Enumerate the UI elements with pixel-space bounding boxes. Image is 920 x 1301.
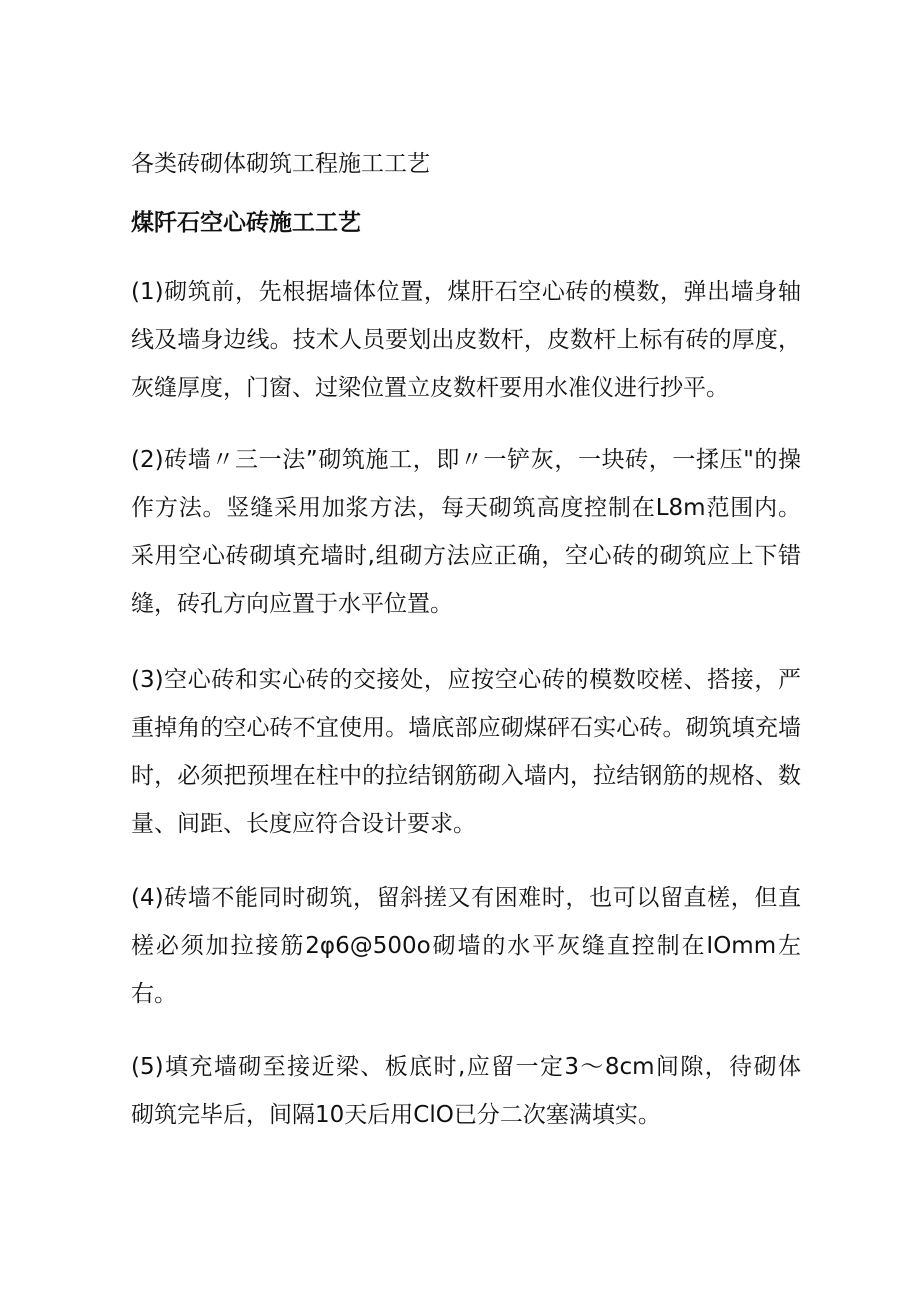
paragraph-line: 采用空心砖砌填充墙时,组砌方法应正确，空心砖的砌筑应上下错 xyxy=(131,543,801,569)
paragraph-1 xyxy=(131,268,801,412)
paragraph-line: 时，必须把预埋在柱中的拉结钢筋砌入墙内，拉结钢筋的规格、数 xyxy=(131,763,801,789)
paragraph-3 xyxy=(131,656,801,848)
paragraph-line: (3)空心砖和实心砖的交接处，应按空心砖的模数咬槎、搭接，严 xyxy=(131,667,801,693)
section-heading: 煤阡石空心砖施工工艺 xyxy=(131,210,361,236)
paragraph-line: 作方法。竖缝采用加浆方法，每天砌筑高度控制在L8m范围内。 xyxy=(131,495,801,521)
paragraph-line: (1)砌筑前，先根据墙体位置，煤肝石空心砖的模数，弹出墙身轴 xyxy=(131,279,801,305)
paragraph-2 xyxy=(131,436,801,628)
paragraph-line: 线及墙身边线。技术人员要划出皮数杆，皮数杆上标有砖的厚度， xyxy=(131,327,801,353)
document-title: 各类砖砌体砌筑工程施工工艺 xyxy=(131,151,430,177)
paragraph-line: 量、间距、长度应符合设计要求。 xyxy=(131,811,476,837)
paragraph-line: 灰缝厚度，门窗、过梁位置立皮数杆要用水准仪进行抄平。 xyxy=(131,375,729,401)
paragraph-5 xyxy=(131,1043,801,1139)
paragraph-4 xyxy=(131,874,801,1018)
paragraph-line: 缝，砖孔方向应置于水平位置。 xyxy=(131,591,453,617)
paragraph-line: 槎必须加拉接筋2φ6@500o砌墙的水平灰缝直控制在IOmm左 xyxy=(131,933,801,959)
paragraph-line: (2)砖墙〃三一法”砌筑施工，即〃一铲灰，一块砖，一揉压"的操 xyxy=(131,447,801,473)
paragraph-line: 右。 xyxy=(131,981,177,1007)
paragraph-line: 砌筑完毕后，间隔10天后用ClO已分二次塞满填实。 xyxy=(131,1102,661,1128)
paragraph-line: 重掉角的空心砖不宜使用。墙底部应砌煤砰石实心砖。砌筑填充墙 xyxy=(131,715,801,741)
paragraph-line: (5)填充墙砌至接近梁、板底时,应留一定3〜8cm间隙，待砌体 xyxy=(131,1054,801,1080)
paragraph-line: (4)砖墙不能同时砌筑，留斜搓又有困难时，也可以留直槎，但直 xyxy=(131,885,801,911)
